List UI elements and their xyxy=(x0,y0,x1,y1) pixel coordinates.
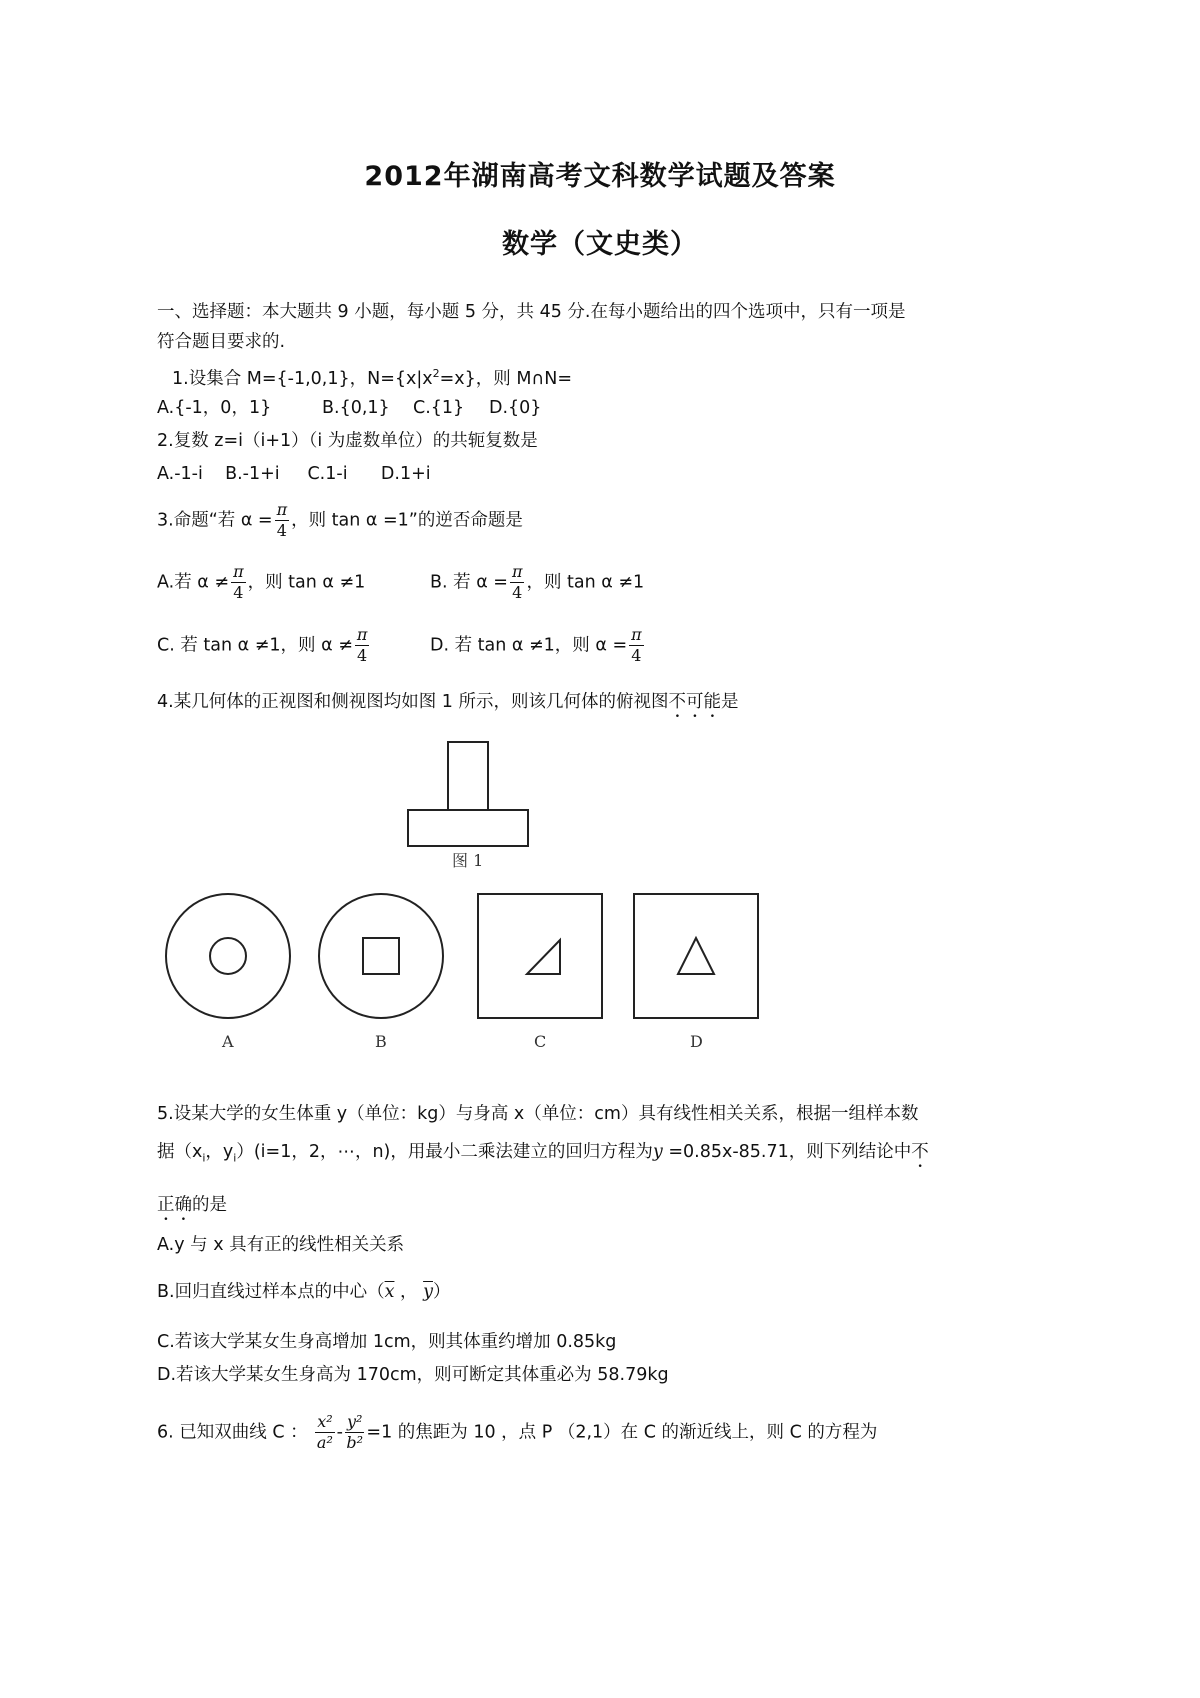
option-a-inner-circle xyxy=(210,938,246,974)
q5-xbar: $\overline{x}$ xyxy=(384,1282,395,1302)
q3-d-fraction xyxy=(629,625,644,666)
q5-b-pre: B.回归直线过样本点的中心（ xyxy=(157,1282,385,1302)
frac-num: π xyxy=(356,625,368,644)
option-d-label: D xyxy=(690,1032,703,1051)
q3-c-text: C. 若 tan α ≠1，则 α ≠ xyxy=(157,635,353,656)
option-c-square xyxy=(478,894,602,1018)
q3-stem-fraction xyxy=(275,500,290,541)
q1-option-b: B.{0,1} xyxy=(322,398,390,418)
q5-line1: 5.设某大学的女生体重 y（单位：kg）与身高 x（单位：cm）具有线性相关关系，根据一组样本数 xyxy=(157,1104,919,1124)
q5-sub-i-2: i xyxy=(233,1151,237,1165)
q3-option-d xyxy=(430,625,646,666)
q4-stem-b: 是 xyxy=(720,692,739,712)
option-d-square xyxy=(634,894,758,1018)
q5-line2-a: 据（x xyxy=(157,1142,203,1162)
q1-sup: 2 xyxy=(432,367,440,380)
q3-b-pre: B. 若 α = xyxy=(430,572,508,593)
q4-stem xyxy=(157,690,738,722)
frac-num: π xyxy=(631,625,642,644)
q1-stem-b: =x}，则 M∩N= xyxy=(439,368,573,389)
q3-c-fraction xyxy=(355,625,370,666)
q6-post: =1 的焦距为 10 ，点 P （2,1）在 C 的渐近线上，则 C 的方程为 xyxy=(366,1422,878,1443)
figure-1-caption: 图 1 xyxy=(452,851,484,870)
q3-stem-a: 3.命题“若 α = xyxy=(157,510,273,531)
q6-fraction-x xyxy=(315,1412,334,1453)
frac-num: y² xyxy=(346,1412,363,1431)
option-a-outer-circle xyxy=(166,894,290,1018)
q3-stem xyxy=(157,500,523,541)
q5-option-d: D.若该大学某女生身高为 170cm，则可断定其体重必为 58.79kg xyxy=(157,1365,669,1385)
q5-line2 xyxy=(157,1140,929,1172)
q3-a-pre: A.若 α ≠ xyxy=(157,572,230,593)
frac-den: 4 xyxy=(631,646,642,665)
frac-num: π xyxy=(233,562,244,581)
q1-option-c: C.{1} xyxy=(413,398,465,418)
page-title: 2012年湖南高考文科数学试题及答案 xyxy=(364,161,836,192)
q1-stem-a: 1.设集合 M={-1,0,1}，N={x|x xyxy=(172,368,433,389)
q4-stem-emphasis: 不可能 xyxy=(668,692,721,712)
q3-stem-b: ，则 tan α =1”的逆否命题是 xyxy=(291,510,523,531)
option-b-label: B xyxy=(375,1032,387,1051)
q6-pre: 6. 已知双曲线 C ： xyxy=(157,1422,308,1443)
q3-option-a xyxy=(157,562,365,603)
option-b-inner-square xyxy=(363,938,399,974)
section-intro-line1: 一、选择题：本大题共 9 小题，每小题 5 分，共 45 分.在每小题给出的四个选项中，只有一项是 xyxy=(157,302,906,322)
q5-line3-b: 的是 xyxy=(192,1195,227,1215)
q3-a-fraction xyxy=(231,562,246,603)
option-b-outer-circle xyxy=(319,894,443,1018)
q1-option-a: A.{-1，0，1} xyxy=(157,398,272,418)
q1-option-d: D.{0} xyxy=(489,398,542,418)
frac-num: π xyxy=(276,500,288,519)
figure-1-base xyxy=(408,810,528,846)
q5-yhat: y xyxy=(652,1142,663,1162)
q5-emphasis-zhengque: 正确 xyxy=(157,1195,192,1215)
q6-fraction-y xyxy=(345,1412,364,1453)
frac-den: a² xyxy=(316,1433,333,1452)
q4-stem-a: 4.某几何体的正视图和侧视图均如图 1 所示，则该几何体的俯视图 xyxy=(157,692,669,712)
page-subtitle: 数学（文史类） xyxy=(502,229,698,260)
q5-line3 xyxy=(157,1193,227,1225)
frac-den: 4 xyxy=(276,521,287,540)
q5-line2-d: =0.85x-85.71，则下列结论中 xyxy=(662,1142,912,1162)
q5-emphasis-bu: 不 xyxy=(911,1142,929,1162)
frac-num: π xyxy=(511,562,523,581)
q5-b-post: ） xyxy=(432,1282,451,1302)
q3-a-post: ，则 tan α ≠1 xyxy=(247,572,366,593)
q5-sub-i-1: i xyxy=(202,1151,206,1165)
q5-ybar: $\overline{y}$ xyxy=(423,1282,433,1302)
figure-1-stem xyxy=(448,742,488,810)
option-c-right-triangle xyxy=(527,940,560,974)
option-d-triangle xyxy=(678,938,714,974)
q5-option-c: C.若该大学某女生身高增加 1cm，则其体重约增加 0.85kg xyxy=(157,1332,617,1352)
frac-den: 4 xyxy=(357,646,368,665)
frac-den: 4 xyxy=(512,583,523,602)
q2-options: A.-1-i B.-1+i C.1-i D.1+i xyxy=(157,464,431,484)
frac-num: x² xyxy=(317,1412,333,1431)
q4-option-figures xyxy=(160,890,770,1055)
option-a-label: A xyxy=(222,1032,234,1051)
section-intro-line2: 符合题目要求的. xyxy=(157,332,286,352)
q6-minus: - xyxy=(336,1422,343,1443)
q3-b-post: ，则 tan α ≠1 xyxy=(526,572,645,593)
q5-option-b: B.回归直线过样本点的中心（$\overline{x}$ ， $\overline{y}$） xyxy=(157,1282,451,1302)
q1-stem xyxy=(172,362,572,391)
q3-d-text: D. 若 tan α ≠1，则 α = xyxy=(430,635,628,656)
figure-1 xyxy=(400,740,560,870)
q3-b-fraction xyxy=(510,562,525,603)
q6-stem xyxy=(157,1412,877,1453)
q5-line2-c: ）(i=1，2，⋯，n)，用最小二乘法建立的回归方程为 xyxy=(236,1142,653,1162)
q3-option-c xyxy=(157,625,371,666)
frac-den: 4 xyxy=(233,583,244,602)
q5-line2-b: ，y xyxy=(205,1142,234,1162)
q3-option-b xyxy=(430,562,644,603)
q5-option-a: A.y 与 x 具有正的线性相关关系 xyxy=(157,1235,405,1255)
q2-stem: 2.复数 z=i（i+1）（i 为虚数单位）的共轭复数是 xyxy=(157,431,538,451)
frac-den: b² xyxy=(346,1433,363,1452)
option-c-label: C xyxy=(534,1032,547,1051)
